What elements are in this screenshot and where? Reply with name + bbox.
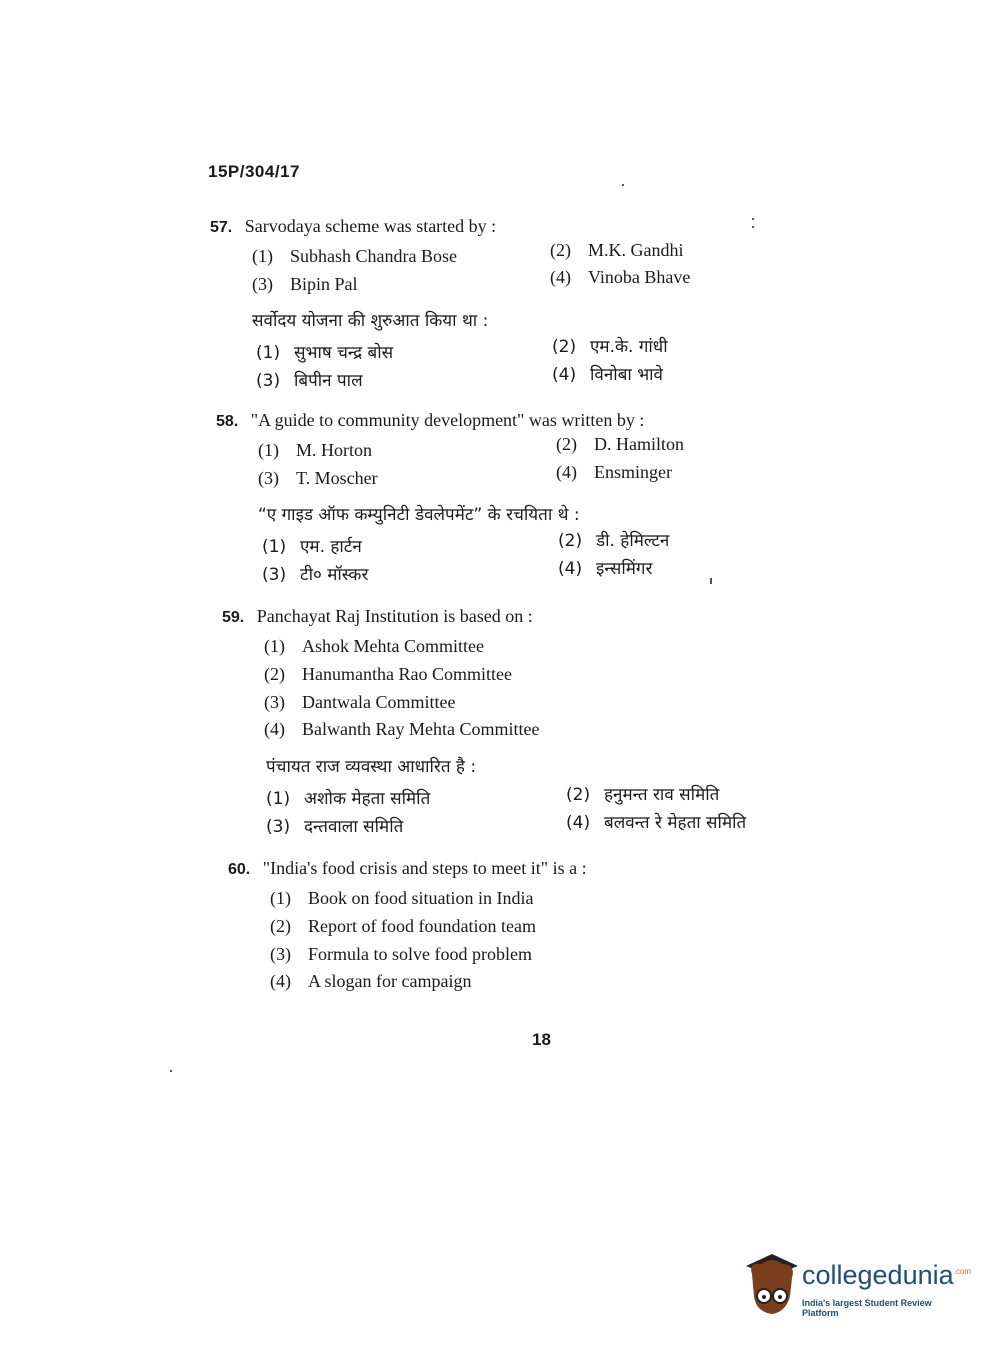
page-code: 15P/304/17 [208, 162, 300, 181]
option-4: (4) Ensminger [556, 462, 672, 482]
option-4: (4) Balwanth Ray Mehta Committee [264, 719, 540, 739]
option-4-hindi: (4) इन्समिंगर [558, 559, 653, 579]
scan-speck [622, 184, 624, 186]
question-number: 58. [216, 413, 239, 430]
question-number: 60. [228, 861, 251, 878]
option-4-hindi: (4) विनोबा भावे [552, 365, 664, 385]
option-2: (2) D. Hamilton [556, 434, 684, 454]
option-3-hindi: (3) बिपीन पाल [256, 371, 363, 391]
option-2: (2) Report of food foundation team [270, 916, 536, 936]
option-2: (2) M.K. Gandhi [550, 240, 684, 260]
option-4: (4) Vinoba Bhave [550, 267, 691, 287]
option-2-hindi: (2) एम.के. गांधी [552, 337, 668, 357]
option-1-hindi: (1) एम. हार्टन [262, 537, 362, 557]
scan-speck [752, 218, 754, 220]
question-stem: "A guide to community development" was written by : [250, 410, 645, 430]
option-3-hindi: (3) टी० मॉस्कर [262, 565, 369, 585]
option-1: (1) Subhash Chandra Bose [252, 246, 457, 266]
option-3: (3) Dantwala Committee [264, 692, 456, 712]
brand-tagline: India's largest Student Review Platform [802, 1298, 932, 1318]
question-58 [216, 410, 684, 585]
question-stem: Panchayat Raj Institution is based on : [256, 606, 533, 626]
option-1: (1) Ashok Mehta Committee [264, 636, 484, 656]
question-stem-hindi: पंचायत राज व्यवस्था आधारित है : [266, 757, 477, 777]
page-number: 18 [532, 1030, 551, 1049]
scan-speck [752, 226, 754, 228]
option-1: (1) M. Horton [258, 440, 372, 460]
option-1: (1) Book on food situation in India [270, 888, 534, 908]
option-1-hindi: (1) सुभाष चन्द्र बोस [256, 343, 394, 363]
option-3-hindi: (3) दन्तवाला समिति [266, 817, 404, 837]
question-stem-hindi: “ए गाइड ऑफ कम्युनिटी डेवलेपमेंट” के रचयिता थे : [258, 505, 580, 525]
option-4: (4) A slogan for campaign [270, 971, 472, 991]
question-60 [228, 858, 587, 991]
scan-speck [710, 578, 712, 584]
question-57 [210, 216, 691, 391]
option-2-hindi: (2) डी. हेमिल्टन [558, 531, 670, 551]
brand-name: collegedunia [802, 1260, 954, 1290]
question-stem: Sarvodaya scheme was started by : [244, 216, 497, 236]
brand-suffix: .com [953, 1267, 971, 1276]
option-3: (3) T. Moscher [258, 468, 378, 488]
question-number: 57. [210, 219, 233, 236]
option-2: (2) Hanumantha Rao Committee [264, 664, 512, 684]
option-1-hindi: (1) अशोक मेहता समिति [266, 789, 431, 809]
question-number: 59. [222, 609, 245, 626]
question-stem-hindi: सर्वोदय योजना की शुरुआत किया था : [252, 311, 489, 331]
scan-speck [170, 1070, 172, 1072]
option-3: (3) Formula to solve food problem [270, 944, 532, 964]
option-2-hindi: (2) हनुमन्त राव समिति [566, 785, 720, 805]
option-3: (3) Bipin Pal [252, 274, 358, 294]
collegedunia-logo [742, 1252, 970, 1324]
question-59 [222, 606, 747, 837]
mascot-icon [742, 1252, 802, 1324]
question-stem: "India's food crisis and steps to meet it" is a : [262, 858, 587, 878]
option-4-hindi: (4) बलवन्त रे मेहता समिति [566, 813, 747, 833]
